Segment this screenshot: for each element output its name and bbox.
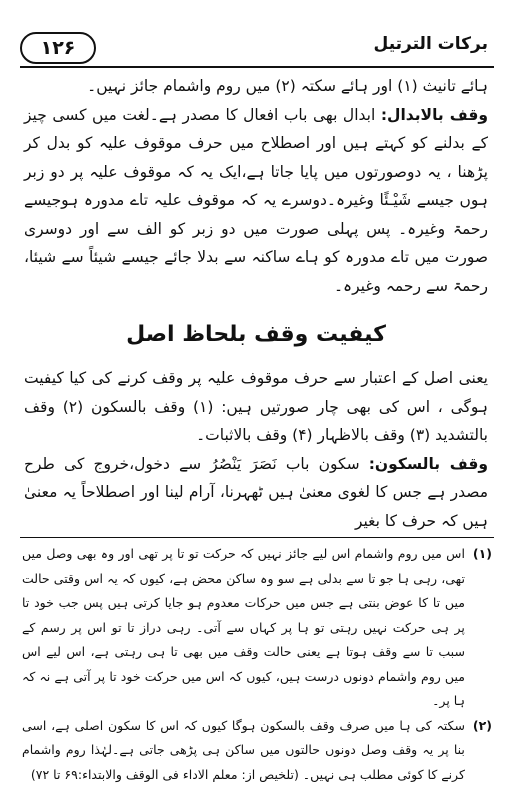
main-text [24, 72, 488, 535]
page-number-badge: ۱۲۶ [20, 32, 96, 64]
page-header [20, 28, 488, 68]
paragraph-waqf-bil-ibdal [24, 101, 488, 301]
footnote-text: سکتہ کی ہا میں صرف وقف بالسکون ہوگا کیوں کہ اس کا سکون اصلی ہے، اسی بنا پر یہ وقف وصل دونوں حالتوں میں ساکن ہی پڑھی جاتی ہے۔لہٰذا روم واشمام کرنے کا کوئی مطلب ہی نہیں۔ (تلخیص از: معلم الاداء فی الوقف والابتداء:۶۹ تا ۷۲) [22, 717, 465, 782]
running-title: برکات الترتیل [373, 34, 488, 54]
footnote-text: اس میں روم واشمام اس لیے جائز نہیں کہ حرکت تو تا پر تھی اور وہ بھی وصل میں تھی، رہی ہا جو تا سے بدلی ہے سو وہ ساکن محض ہے، کیوں کہ یہ اس وقتی حالت میں تا کا عوض بنتی ہے جس میں حرکات معدوم ہو جایا کرتی ہیں پس جب خود تا پر ہی حرکت نہیں رہتی تو ہا پر کہاں سے آتی۔ رہی دراز تا تو اس پر رسم کے سبب تا سے وقف ہوتا ہے یعنی حالت وقف میں بھی تا ہی رہتی ہے، اس لیے اس میں روم واشمام دونوں درست ہیں، کیوں کہ اس میں حرکت خود تا پر آتی ہے نہ کہ ہا پر۔ [22, 546, 465, 708]
header-rule [20, 66, 494, 68]
footnote [22, 542, 492, 714]
footnote-number: (۱) [472, 546, 492, 561]
paragraph-waqf-bis-sukun-text: سکون باب نَصَرَ یَنْصُرُ سے دخول،خروج کی طرح مصدر ہے جس کا لغوی معنیٰ ہیں ٹھہرنا، آرام لینا اور اصطلاحاً یہ معنیٰ ہیں کہ حرف کا بغیر [24, 454, 488, 530]
footnote-number: (۲) [472, 717, 492, 733]
intro-line: ہائے تانیث (۱) اور ہائے سکتہ (۲) میں روم واشمام جائز نہیں۔ [87, 77, 488, 95]
paragraph-four-types: یعنی اصل کے اعتبار سے حرف موقوف علیہ پر وقف کرنے کی کیا کیفیت ہوگی ، اس کی بھی چار صورتیں ہیں: (۱) وقف بالسکون (۲) وقف بالتشدید (۳) وقف بالاظہار (۴) وقف بالاثبات۔ [24, 369, 488, 444]
section-heading: کیفیت وقف بلحاظ اصل [126, 322, 386, 347]
term-waqf-bil-ibdal: وقف بالابدال: [380, 105, 488, 124]
footnote [22, 714, 492, 788]
paragraph-waqf-bil-ibdal-text: ابدال بھی باب افعال کا مصدر ہے۔لغت میں کسی چیز کے بدلنے کو کہتے ہیں اور اصطلاح میں حرف موقوف علیہ کو بدل کر پڑھنا ، یہ دوصورتوں میں پایا جاتا ہے،ایک یہ کہ موقوف علیہ پر دو زبر ہوں جیسے شَیْـئًا وغیرہ۔دوسرے یہ کہ موقوف علیہ تاے مدورہ ہوجیسے رحمۃ وغیرہ۔ پس پہلی صورت میں دو زبر کو الف سے اور دوسری صورت میں تاے مدورہ کو ہاے ساکنہ سے بدلا جائے جیسے شیئاً سے شیئا، رحمۃ سے رحمہ وغیرہ۔ [24, 105, 488, 295]
paragraph-waqf-bis-sukun [24, 450, 488, 536]
term-waqf-bis-sukun: وقف بالسکون: [368, 454, 488, 473]
footnotes [22, 542, 492, 787]
footnote-rule [20, 537, 494, 538]
